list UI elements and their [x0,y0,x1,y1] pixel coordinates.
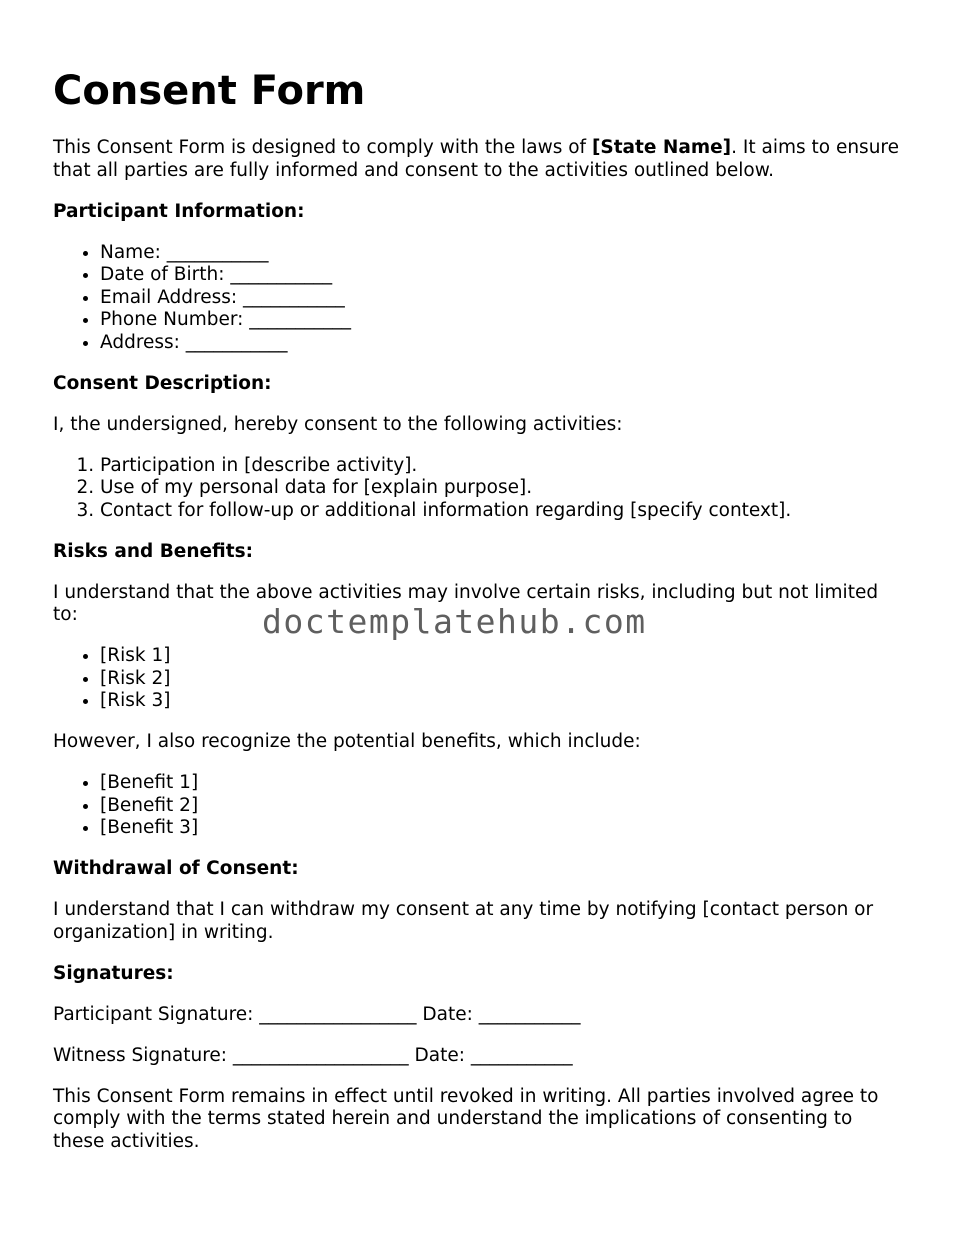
participant-field-email: • Email Address: ___________ [100,287,903,310]
intro-text-before: This Consent Form is designed to comply with the laws of [53,137,592,158]
participant-field-date-of-birth: • Date of Birth: ___________ [100,264,903,287]
benefit-item: • [Benefit 3] [100,817,903,840]
participant-fields-list [53,242,903,355]
risks-benefits-heading: Risks and Benefits: [53,540,254,562]
risk-list [53,645,903,713]
signatures-heading: Signatures: [53,962,174,984]
benefit-item: • [Benefit 2] [100,795,903,818]
benefit-list [53,772,903,840]
state-name-placeholder: [State Name] [591,137,732,158]
consent-description-heading: Consent Description: [53,372,272,394]
intro-text-after: . It aims to ensure that all parties are fully informed and consent to the activities outlined below. [53,137,899,181]
consent-statement: I, the undersigned, hereby consent to the following activities: [53,413,623,435]
benefit-item: • [Benefit 1] [100,772,903,795]
intro-paragraph [53,137,903,182]
closing-paragraph: This Consent Form remains in effect until revoked in writing. All parties involved agree to comply with the terms stated herein and understand the implications of consenting to these activities. [53,1085,879,1152]
withdrawal-heading: Withdrawal of Consent: [53,858,299,879]
participant-field-address: • Address: ___________ [100,332,903,355]
participant-field-name: • Name: ___________ [100,242,903,265]
risk-statement: I understand that the above activities may involve certain risks, including but not limited to: [53,581,879,625]
consent-activities-list [53,455,903,523]
risk-item: • [Risk 1] [100,645,903,668]
participant-information-heading: Participant Information: [53,200,305,222]
withdrawal-text: I understand that I can withdraw my consent at any time by notifying [contact person or organization] in writing. [53,899,874,943]
risk-item: • [Risk 3] [100,690,903,713]
participant-field-phone: • Phone Number: ___________ [100,309,903,332]
risk-item: • [Risk 2] [100,668,903,691]
benefit-statement: However, I also recognize the potential benefits, which include: [53,731,641,752]
participant-signature-line: Participant Signature: _________________ Date: ___________ [53,1003,581,1025]
witness-signature-line: Witness Signature: ___________________ Date: ___________ [53,1044,573,1066]
page-title: Consent Form [53,68,366,114]
consent-activity-item: 2. Use of my personal data for [explain purpose]. [100,477,903,500]
consent-activity-item: 1. Participation in [describe activity]. [100,455,903,478]
watermark: doctemplatehub.com [262,602,647,641]
consent-activity-item: 3. Contact for follow-up or additional information regarding [specify context]. [100,500,903,523]
